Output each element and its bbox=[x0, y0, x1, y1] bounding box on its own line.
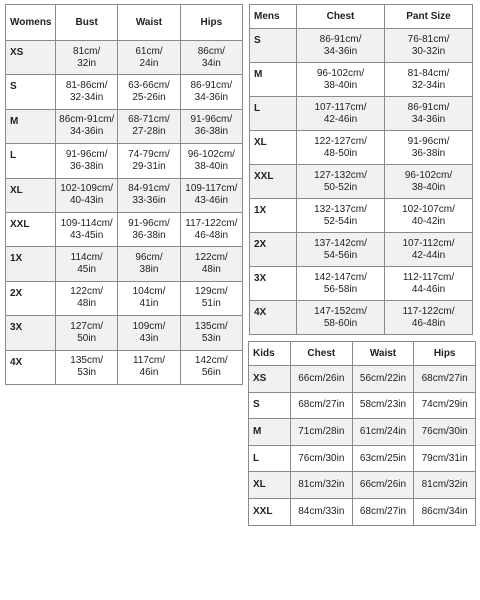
womens-cell-waist: 74-79cm/ 29-31in bbox=[118, 144, 180, 178]
kids-cell-hips: 79cm/31in bbox=[414, 445, 476, 472]
mens-cell-pant: 117-122cm/ 46-48in bbox=[385, 301, 473, 335]
mens-cell-pant: 96-102cm/ 38-40in bbox=[385, 165, 473, 199]
kids-cell-hips: 76cm/30in bbox=[414, 419, 476, 446]
womens-cell-bust: 122cm/ 48in bbox=[56, 281, 118, 315]
mens-cell-chest: 86-91cm/ 34-36in bbox=[297, 29, 385, 63]
mens-cell-pant: 112-117cm/ 44-46in bbox=[385, 267, 473, 301]
kids-table-row bbox=[249, 445, 476, 472]
kids-header-row bbox=[249, 342, 476, 366]
kids-cell-size: XXL bbox=[249, 498, 291, 525]
womens-cell-waist: 68-71cm/ 27-28in bbox=[118, 109, 180, 143]
mens-size-table bbox=[249, 4, 473, 335]
kids-cell-chest: 68cm/27in bbox=[291, 392, 353, 419]
mens-cell-chest: 127-132cm/ 50-52in bbox=[297, 165, 385, 199]
mens-header-row bbox=[250, 5, 473, 29]
womens-cell-size: S bbox=[6, 75, 56, 109]
kids-cell-chest: 76cm/30in bbox=[291, 445, 353, 472]
mens-cell-size: XXL bbox=[250, 165, 297, 199]
kids-table-row bbox=[249, 498, 476, 525]
womens-cell-size: M bbox=[6, 109, 56, 143]
womens-cell-hips: 91-96cm/ 36-38in bbox=[180, 109, 242, 143]
womens-cell-waist: 96cm/ 38in bbox=[118, 247, 180, 281]
womens-cell-hips: 117-122cm/ 46-48in bbox=[180, 212, 242, 246]
mens-table-row bbox=[250, 199, 473, 233]
kids-cell-chest: 71cm/28in bbox=[291, 419, 353, 446]
mens-table-row bbox=[250, 131, 473, 165]
mens-cell-size: 4X bbox=[250, 301, 297, 335]
mens-header-pant-size: Pant Size bbox=[385, 5, 473, 29]
womens-cell-waist: 84-91cm/ 33-36in bbox=[118, 178, 180, 212]
womens-cell-size: XXL bbox=[6, 212, 56, 246]
womens-cell-size: L bbox=[6, 144, 56, 178]
kids-cell-size: M bbox=[249, 419, 291, 446]
womens-cell-bust: 81cm/ 32in bbox=[56, 41, 118, 75]
mens-cell-pant: 107-112cm/ 42-44in bbox=[385, 233, 473, 267]
womens-cell-bust: 81-86cm/ 32-34in bbox=[56, 75, 118, 109]
womens-cell-hips: 96-102cm/ 38-40in bbox=[180, 144, 242, 178]
kids-cell-chest: 84cm/33in bbox=[291, 498, 353, 525]
kids-cell-hips: 81cm/32in bbox=[414, 472, 476, 499]
mens-cell-chest: 122-127cm/ 48-50in bbox=[297, 131, 385, 165]
mens-cell-pant: 81-84cm/ 32-34in bbox=[385, 63, 473, 97]
womens-size-table bbox=[5, 4, 243, 385]
mens-cell-chest: 147-152cm/ 58-60in bbox=[297, 301, 385, 335]
kids-cell-size: XL bbox=[249, 472, 291, 499]
kids-cell-hips: 68cm/27in bbox=[414, 366, 476, 393]
kids-cell-chest: 81cm/32in bbox=[291, 472, 353, 499]
mens-table-row bbox=[250, 233, 473, 267]
mens-cell-size: L bbox=[250, 97, 297, 131]
mens-table-row bbox=[250, 29, 473, 63]
womens-cell-waist: 104cm/ 41in bbox=[118, 281, 180, 315]
kids-cell-chest: 66cm/26in bbox=[291, 366, 353, 393]
kids-header-chest: Chest bbox=[291, 342, 353, 366]
womens-header-waist: Waist bbox=[118, 5, 180, 41]
womens-table-row bbox=[6, 109, 243, 143]
womens-header-hips: Hips bbox=[180, 5, 242, 41]
womens-table-row bbox=[6, 178, 243, 212]
kids-cell-waist: 61cm/24in bbox=[352, 419, 414, 446]
womens-cell-hips: 86cm/ 34in bbox=[180, 41, 242, 75]
womens-table-row bbox=[6, 75, 243, 109]
kids-cell-waist: 66cm/26in bbox=[352, 472, 414, 499]
kids-cell-size: S bbox=[249, 392, 291, 419]
kids-cell-waist: 63cm/25in bbox=[352, 445, 414, 472]
kids-header-waist: Waist bbox=[352, 342, 414, 366]
womens-table-row bbox=[6, 281, 243, 315]
womens-cell-size: XS bbox=[6, 41, 56, 75]
womens-cell-size: 3X bbox=[6, 316, 56, 350]
womens-cell-bust: 86cm-91cm/ 34-36in bbox=[56, 109, 118, 143]
womens-header-bust: Bust bbox=[56, 5, 118, 41]
mens-cell-pant: 91-96cm/ 36-38in bbox=[385, 131, 473, 165]
womens-cell-waist: 63-66cm/ 25-26in bbox=[118, 75, 180, 109]
womens-cell-waist: 91-96cm/ 36-38in bbox=[118, 212, 180, 246]
mens-cell-size: 2X bbox=[250, 233, 297, 267]
womens-cell-waist: 117cm/ 46in bbox=[118, 350, 180, 384]
mens-cell-size: M bbox=[250, 63, 297, 97]
mens-header-chest: Chest bbox=[297, 5, 385, 29]
kids-cell-waist: 56cm/22in bbox=[352, 366, 414, 393]
kids-table-row bbox=[249, 366, 476, 393]
mens-cell-pant: 102-107cm/ 40-42in bbox=[385, 199, 473, 233]
kids-header-label: Kids bbox=[249, 342, 291, 366]
womens-cell-size: XL bbox=[6, 178, 56, 212]
womens-cell-size: 4X bbox=[6, 350, 56, 384]
mens-cell-chest: 107-117cm/ 42-46in bbox=[297, 97, 385, 131]
womens-table-row bbox=[6, 350, 243, 384]
mens-table-row bbox=[250, 63, 473, 97]
womens-cell-size: 1X bbox=[6, 247, 56, 281]
mens-table-row bbox=[250, 267, 473, 301]
womens-header-row bbox=[6, 5, 243, 41]
mens-table-row bbox=[250, 301, 473, 335]
womens-table-row bbox=[6, 41, 243, 75]
mens-cell-size: 1X bbox=[250, 199, 297, 233]
kids-cell-size: L bbox=[249, 445, 291, 472]
mens-cell-chest: 137-142cm/ 54-56in bbox=[297, 233, 385, 267]
womens-cell-hips: 135cm/ 53in bbox=[180, 316, 242, 350]
kids-table-row bbox=[249, 472, 476, 499]
kids-size-table bbox=[248, 341, 476, 526]
mens-cell-chest: 96-102cm/ 38-40in bbox=[297, 63, 385, 97]
womens-cell-bust: 135cm/ 53in bbox=[56, 350, 118, 384]
womens-cell-waist: 109cm/ 43in bbox=[118, 316, 180, 350]
womens-cell-bust: 127cm/ 50in bbox=[56, 316, 118, 350]
mens-cell-size: XL bbox=[250, 131, 297, 165]
mens-cell-size: S bbox=[250, 29, 297, 63]
womens-header-label: Womens bbox=[6, 5, 56, 41]
womens-table-row bbox=[6, 247, 243, 281]
kids-cell-waist: 58cm/23in bbox=[352, 392, 414, 419]
womens-cell-hips: 122cm/ 48in bbox=[180, 247, 242, 281]
kids-cell-hips: 86cm/34in bbox=[414, 498, 476, 525]
mens-cell-pant: 76-81cm/ 30-32in bbox=[385, 29, 473, 63]
kids-cell-hips: 74cm/29in bbox=[414, 392, 476, 419]
womens-cell-bust: 102-109cm/ 40-43in bbox=[56, 178, 118, 212]
womens-cell-bust: 114cm/ 45in bbox=[56, 247, 118, 281]
womens-cell-hips: 109-117cm/ 43-46in bbox=[180, 178, 242, 212]
womens-cell-hips: 129cm/ 51in bbox=[180, 281, 242, 315]
mens-header-label: Mens bbox=[250, 5, 297, 29]
kids-cell-waist: 68cm/27in bbox=[352, 498, 414, 525]
kids-header-hips: Hips bbox=[414, 342, 476, 366]
womens-cell-hips: 142cm/ 56in bbox=[180, 350, 242, 384]
kids-table-row bbox=[249, 419, 476, 446]
womens-cell-waist: 61cm/ 24in bbox=[118, 41, 180, 75]
mens-table-row bbox=[250, 165, 473, 199]
womens-cell-size: 2X bbox=[6, 281, 56, 315]
womens-cell-bust: 91-96cm/ 36-38in bbox=[56, 144, 118, 178]
womens-table-row bbox=[6, 212, 243, 246]
womens-cell-hips: 86-91cm/ 34-36in bbox=[180, 75, 242, 109]
mens-cell-size: 3X bbox=[250, 267, 297, 301]
kids-table-row bbox=[249, 392, 476, 419]
womens-table-row bbox=[6, 316, 243, 350]
mens-cell-pant: 86-91cm/ 34-36in bbox=[385, 97, 473, 131]
mens-cell-chest: 142-147cm/ 56-58in bbox=[297, 267, 385, 301]
mens-cell-chest: 132-137cm/ 52-54in bbox=[297, 199, 385, 233]
womens-table-row bbox=[6, 144, 243, 178]
kids-cell-size: XS bbox=[249, 366, 291, 393]
mens-table-row bbox=[250, 97, 473, 131]
womens-cell-bust: 109-114cm/ 43-45in bbox=[56, 212, 118, 246]
